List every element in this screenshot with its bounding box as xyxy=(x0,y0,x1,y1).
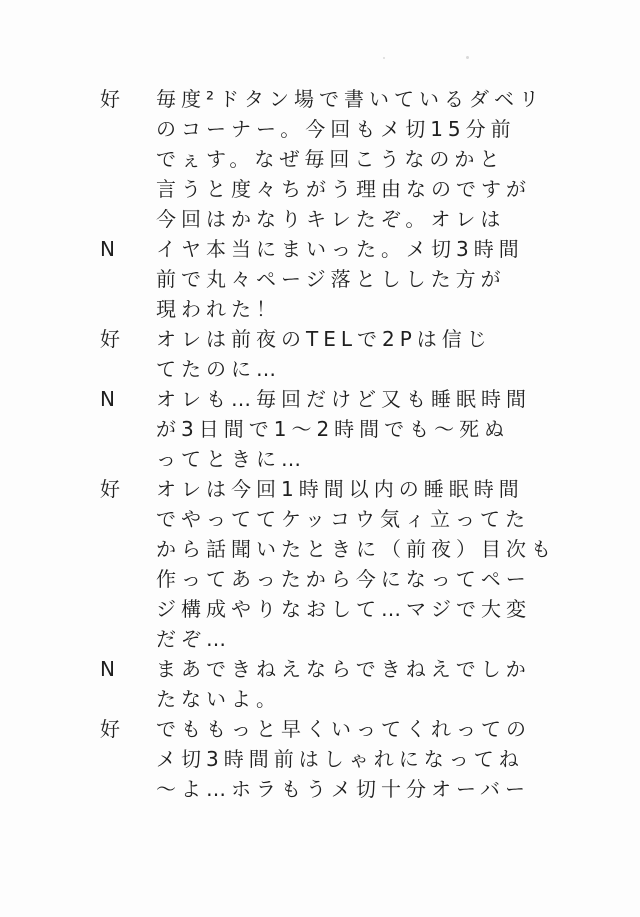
dialogue-text: イヤ本当にまいった。メ切3時間 xyxy=(156,237,524,261)
speaker-label: N xyxy=(100,237,120,261)
dialogue-line xyxy=(100,264,570,294)
dialogue-line xyxy=(100,744,570,774)
dialogue-text: たないよ。 xyxy=(156,687,281,711)
speaker-label xyxy=(100,354,156,384)
speaker-label xyxy=(100,624,156,654)
speaker-label: N xyxy=(100,657,120,681)
speaker-label xyxy=(100,294,156,324)
dialogue-text: ジ構成やりなおして…マジで大変 xyxy=(156,597,531,621)
dialogue-line xyxy=(100,384,570,414)
speaker-label xyxy=(100,114,156,144)
dialogue-line xyxy=(100,654,570,684)
dialogue-line xyxy=(100,144,570,174)
dialogue-text: だぞ… xyxy=(156,627,231,651)
speaker-label xyxy=(100,774,156,804)
speaker-label xyxy=(100,684,156,714)
dialogue-line xyxy=(100,684,570,714)
speaker-label: 好 xyxy=(100,477,125,501)
dialogue-text: オレは今回1時間以内の睡眠時間 xyxy=(156,477,524,501)
dialogue-text: のコーナー。今回もメ切15分前 xyxy=(156,117,516,141)
dialogue-line xyxy=(100,354,570,384)
dialogue-text: でやっててケッコウ気ィ立ってた xyxy=(156,507,530,531)
speaker-label xyxy=(100,264,156,294)
dialogue-line xyxy=(100,84,570,114)
dialogue-text: 今回はかなりキレたぞ。オレは xyxy=(156,207,506,231)
speaker-label xyxy=(100,174,156,204)
speaker-label xyxy=(100,444,156,474)
dialogue-text: でももっと早くいってくれっての xyxy=(156,717,531,741)
dialogue-line xyxy=(100,324,570,354)
speaker-label xyxy=(100,414,156,444)
dialogue-line xyxy=(100,504,570,534)
speaker-label xyxy=(100,564,156,594)
dialogue-line xyxy=(100,204,570,234)
speaker-label xyxy=(100,594,156,624)
dialogue-text: オレは前夜のTELで2Pは信じ xyxy=(156,327,492,351)
dialogue-line xyxy=(100,774,570,804)
dialogue-line xyxy=(100,594,570,624)
scan-speck xyxy=(383,57,385,59)
speaker-label xyxy=(100,504,156,534)
dialogue-text: てたのに… xyxy=(156,357,281,381)
speaker-label: N xyxy=(100,387,120,411)
dialogue-line xyxy=(100,414,570,444)
dialogue-line xyxy=(100,234,570,264)
dialogue-text: 毎度²ドタン場で書いているダベリ xyxy=(156,87,545,111)
dialogue-column xyxy=(100,84,570,804)
dialogue-text: オレも…毎回だけど又も睡眠時間 xyxy=(156,387,531,411)
dialogue-text: から話聞いたときに（前夜）目次も xyxy=(156,537,556,561)
dialogue-line xyxy=(100,114,570,144)
dialogue-text: ～よ…ホラもうメ切十分オーバー xyxy=(156,777,530,801)
dialogue-text: 言うと度々ちがう理由なのですが xyxy=(156,177,531,201)
dialogue-line xyxy=(100,444,570,474)
dialogue-text: まあできねえならできねえでしか xyxy=(156,657,531,681)
dialogue-line xyxy=(100,714,570,744)
speaker-label xyxy=(100,744,156,774)
dialogue-text: でぇす。なぜ毎回こうなのかと xyxy=(156,147,505,171)
speaker-label xyxy=(100,144,156,174)
speaker-label: 好 xyxy=(100,327,125,351)
speaker-label: 好 xyxy=(100,717,125,741)
dialogue-line xyxy=(100,174,570,204)
dialogue-text: 作ってあったから今になってペー xyxy=(156,567,531,591)
dialogue-text: 前で丸々ページ落としした方が xyxy=(156,267,506,291)
dialogue-line xyxy=(100,534,570,564)
dialogue-text: メ切3時間前はしゃれになってね xyxy=(156,747,524,771)
dialogue-line xyxy=(100,474,570,504)
dialogue-line xyxy=(100,294,570,324)
scan-speck xyxy=(466,56,469,59)
speaker-label xyxy=(100,534,156,564)
dialogue-line xyxy=(100,624,570,654)
dialogue-text: 現われた！ xyxy=(156,297,281,321)
speaker-label: 好 xyxy=(100,87,125,111)
dialogue-line xyxy=(100,564,570,594)
dialogue-text: ってときに… xyxy=(156,447,306,471)
speaker-label xyxy=(100,204,156,234)
dialogue-text: が3日間で1～2時間でも～死ぬ xyxy=(156,417,510,441)
